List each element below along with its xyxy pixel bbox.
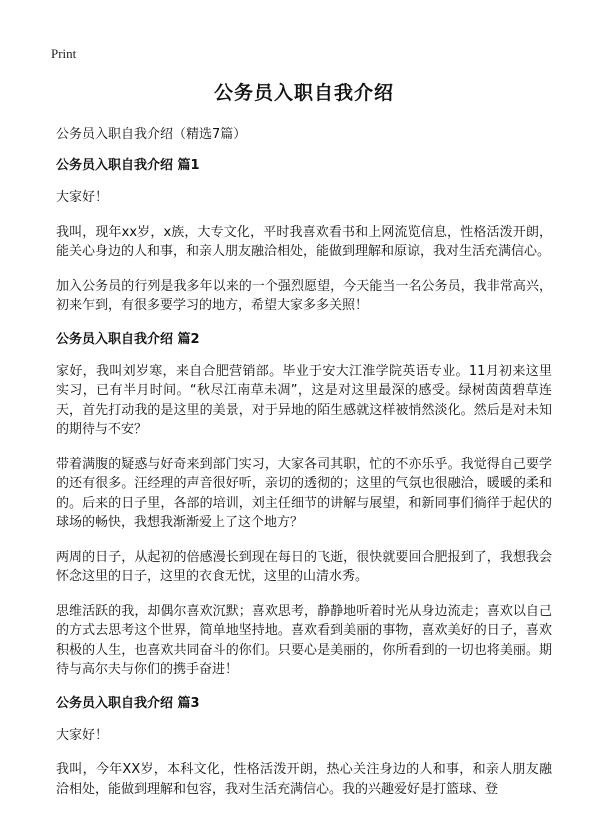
paragraph: 大家好！ [56,190,109,205]
document-subtitle: 公务员入职自我介绍（精选7篇） [56,127,247,142]
section-heading-2: 公务员入职自我介绍 篇2 [56,331,200,347]
paragraph: 家好，我叫刘岁寒，来自合肥营销部。毕业于安大江淮学院英语专业。11月初来这里实习，已有半月时间。“秋尽江南草未凋”，这是对这里最深的感受。绿树茵茵碧草连天，首先打动我的是这里的美景，对于异地的陌生感就这样被悄然淡化。然后是对未知的期待与不安？ [56,363,552,437]
page-title: 公务员入职自我介绍 [213,82,394,104]
paragraph: 思维活跃的我，却偶尔喜欢沉默；喜欢思考，静静地听着时光从身边流走；喜欢以自己的方式去思考这个世界，简单地坚持地。喜欢看到美丽的事物，喜欢美好的日子，喜欢积极的人生，也喜欢共同奋斗的你们。只要心是美丽的，你所看到的一切也将美丽。期待与高尔夫与你们的携手奋进！ [56,603,552,677]
document-content [56,80,552,814]
paragraph: 我叫，今年XX岁，本科文化，性格活泼开朗，热心关注身边的人和事，和亲人朋友融洽相处，能做到理解和包容，我对生活充满信心。我的兴趣爱好是打篮球、登 [56,762,552,797]
paragraph: 我叫，现年xx岁，x族，大专文化，平时我喜欢看书和上网流览信息，性格活泼开朗，能关心身边的人和事，和亲人朋友融洽相处，能做到理解和原谅，我对生活充满信心。 [56,224,552,259]
print-link[interactable]: Print [51,46,77,61]
section-heading-3: 公务员入职自我介绍 篇3 [56,695,200,711]
paragraph: 大家好！ [56,727,109,743]
paragraph: 加入公务员的行列是我多年以来的一个强烈愿望，今天能当一名公务员，我非常高兴，初来乍到，有很多要学习的地方，希望大家多多关照！ [56,278,552,313]
paragraph: 两周的日子，从起初的倍感漫长到现在每日的飞逝，很快就要回合肥报到了，我想我会怀念这里的日子，这里的衣食无忧，这里的山清水秀。 [56,549,552,584]
paragraph: 带着满腹的疑惑与好奇来到部门实习，大家各司其职，忙的不亦乐乎。我觉得自己要学的还有很多。汪经理的声音很好听，亲切的透彻的；这里的气氛也很融洽，暖暖的柔和的。后来的日子里，各部的培训，刘主任细节的讲解与展望，和新同事们徜徉于起伏的球场的畅快，我想我渐渐爱上了这个地方？ [56,456,552,530]
section-heading-1: 公务员入职自我介绍 篇1 [56,158,200,173]
